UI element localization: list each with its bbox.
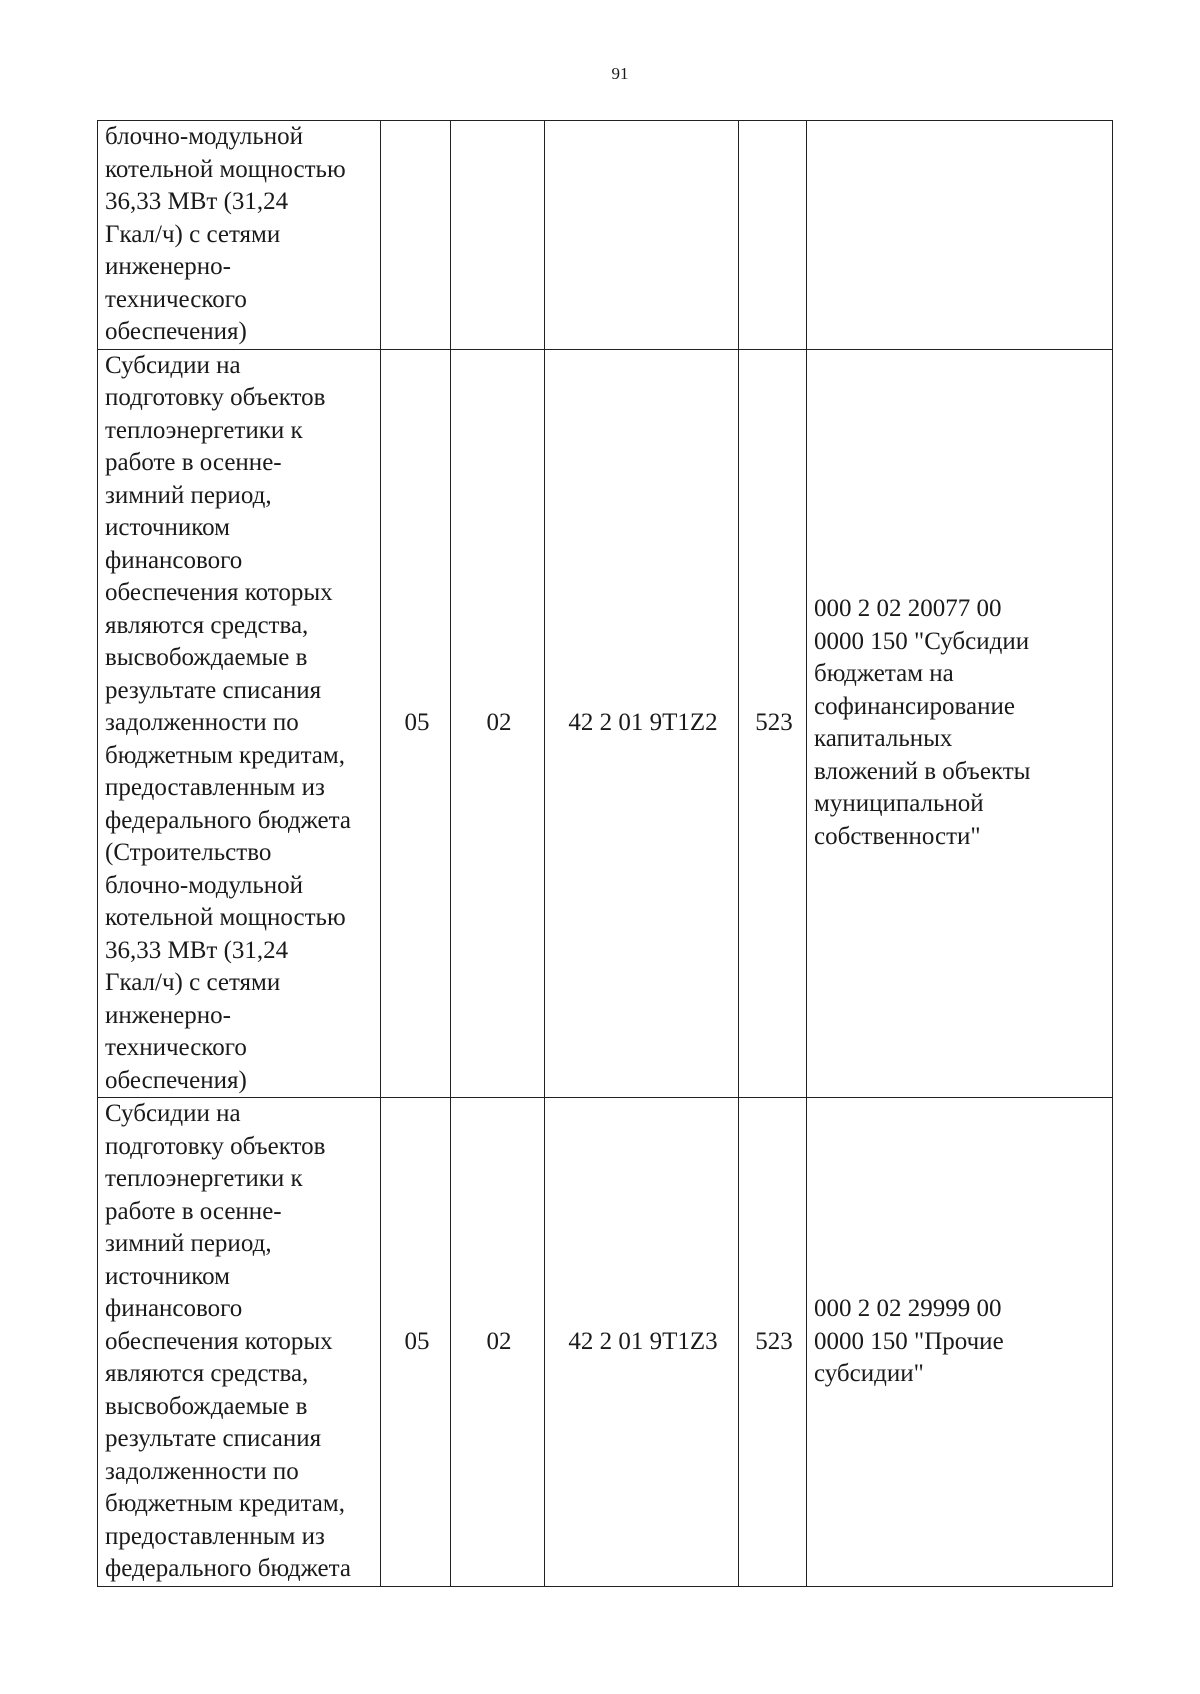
name-line: обеспечения которых [105, 1327, 333, 1355]
name-line: предоставленным из [105, 1522, 325, 1550]
name-line: подготовку объектов [105, 384, 326, 411]
cell-expense-type: 523 [739, 349, 807, 1098]
name-line: (Строительство [105, 839, 272, 866]
name-line: Гкал/ч) с сетями [105, 969, 281, 996]
name-line: технического [105, 285, 247, 313]
name-line: технического [105, 1034, 247, 1061]
name-line: теплоэнергетики к [105, 1165, 303, 1192]
name-line: источником [105, 1262, 230, 1290]
name-line: обеспечения) [105, 1066, 247, 1094]
cell-revenue-source [807, 1098, 1113, 1587]
name-line: котельной мощностью [105, 904, 346, 931]
name-line: источником [105, 514, 230, 541]
name-line: задолженности по [105, 1457, 299, 1485]
cell-section [381, 121, 451, 350]
name-line: являются средства, [105, 611, 309, 639]
source-line: собственности" [814, 822, 981, 850]
name-line: работе в осенне- [105, 449, 282, 476]
name-line: блочно-модульной [105, 871, 304, 899]
source-line: бюджетам на [814, 660, 954, 688]
name-line: блочно-модульной [105, 123, 304, 150]
cell-subsection: 02 [451, 349, 545, 1098]
name-line: 36,33 МВт (31,24 [105, 188, 289, 215]
name-line: подготовку объектов [105, 1132, 326, 1160]
name-line: высвобождаемые в [105, 644, 308, 671]
name-line: финансового [105, 546, 243, 574]
name-line: обеспечения) [105, 318, 247, 345]
name-line: предоставленным из [105, 774, 325, 801]
name-line: высвобождаемые в [105, 1392, 308, 1420]
name-line: задолженности по [105, 709, 299, 736]
source-line: субсидии" [814, 1360, 924, 1387]
table-row [98, 1098, 1113, 1587]
name-line: результате списания [105, 676, 322, 704]
name-line: Субсидии на [105, 351, 241, 379]
cell-section: 05 [381, 349, 451, 1098]
name-line: бюджетным кредитам, [105, 1490, 345, 1517]
name-line: теплоэнергетики к [105, 416, 303, 444]
name-line: являются средства, [105, 1360, 309, 1387]
name-line: котельной мощностью [105, 155, 346, 183]
table-body [98, 121, 1113, 1587]
cell-name [98, 1098, 381, 1587]
budget-table [97, 120, 1113, 1587]
source-line: 000 2 02 29999 00 [814, 1295, 1002, 1322]
name-line: результате списания [105, 1425, 322, 1452]
cell-target-article [545, 121, 739, 350]
cell-name [98, 349, 381, 1098]
name-line: Субсидии на [105, 1100, 241, 1127]
name-line: обеспечения которых [105, 579, 333, 606]
source-line: вложений в объекты [814, 757, 1031, 785]
cell-subsection: 02 [451, 1098, 545, 1587]
name-line: зимний период, [105, 481, 272, 509]
name-line: зимний период, [105, 1230, 272, 1257]
source-line: софинансирование [814, 692, 1015, 720]
name-line: работе в осенне- [105, 1197, 282, 1225]
cell-target-article: 42 2 01 9T1Z2 [545, 349, 739, 1098]
source-line: муниципальной [814, 790, 984, 818]
cell-subsection [451, 121, 545, 350]
name-line: 36,33 МВт (31,24 [105, 936, 289, 964]
source-line: 0000 150 "Прочие [814, 1327, 1004, 1355]
name-line: федерального бюджета [105, 806, 351, 834]
cell-expense-type: 523 [739, 1098, 807, 1587]
cell-revenue-source [807, 121, 1113, 350]
cell-revenue-source [807, 349, 1113, 1098]
table-row [98, 121, 1113, 350]
cell-target-article: 42 2 01 9T1Z3 [545, 1098, 739, 1587]
name-line: финансового [105, 1295, 243, 1322]
cell-section: 05 [381, 1098, 451, 1587]
name-line: инженерно- [105, 253, 231, 280]
cell-expense-type [739, 121, 807, 350]
source-line: капитальных [814, 725, 953, 753]
name-line: бюджетным кредитам, [105, 741, 345, 769]
page-number: 91 [611, 64, 629, 83]
source-line: 0000 150 "Субсидии [814, 627, 1030, 655]
name-line: Гкал/ч) с сетями [105, 220, 281, 248]
name-line: федерального бюджета [105, 1555, 351, 1582]
table-row [98, 349, 1113, 1098]
cell-name [98, 121, 381, 350]
name-line: инженерно- [105, 1001, 231, 1029]
source-line: 000 2 02 20077 00 [814, 595, 1002, 623]
